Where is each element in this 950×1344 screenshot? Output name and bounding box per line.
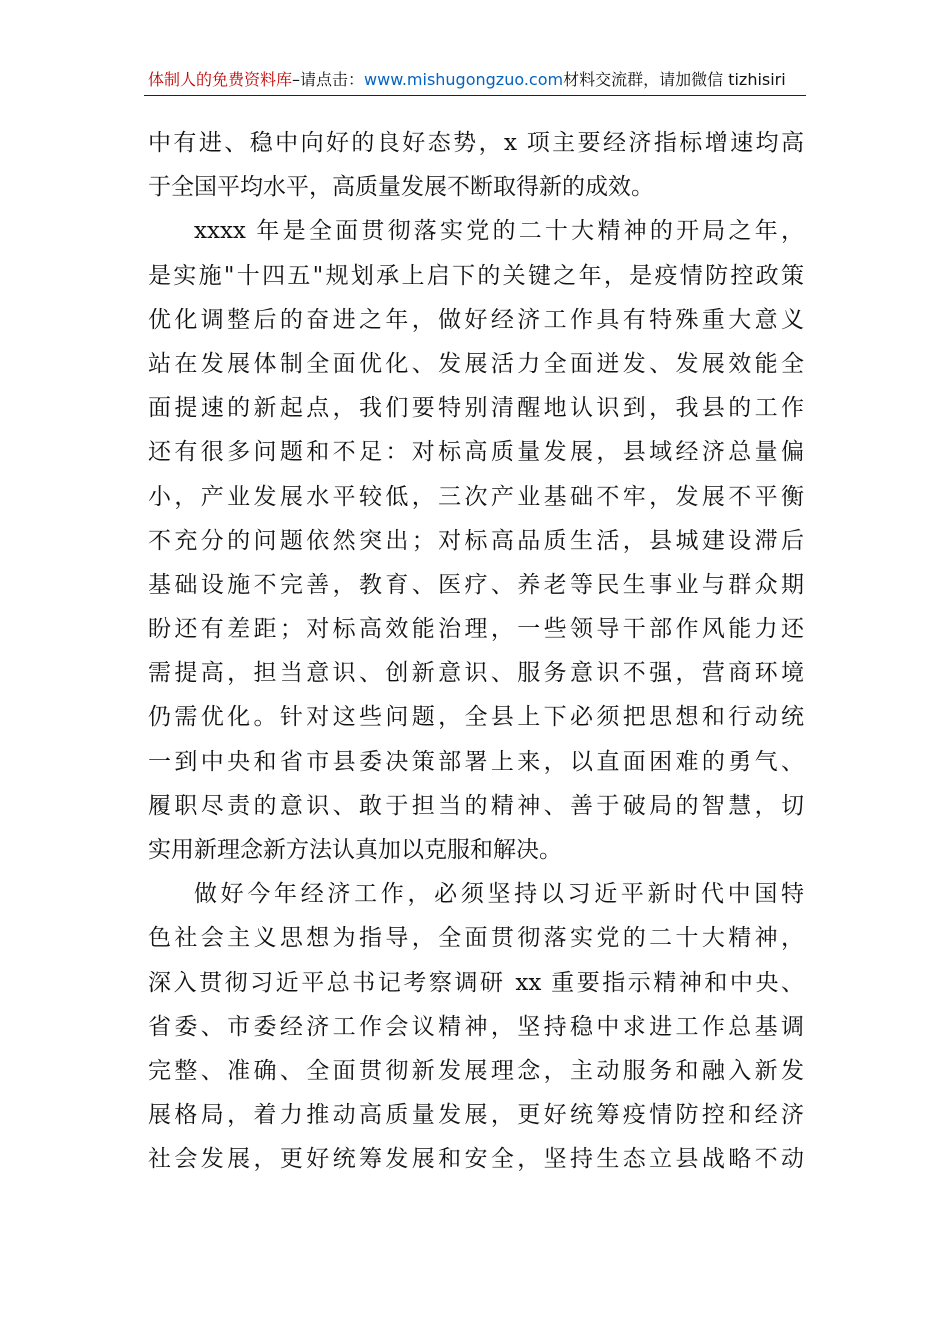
text-line: 深入贯彻习近平总书记考察调研 xx 重要指示精神和中央、	[148, 969, 804, 996]
header-prompt: –请点击：	[292, 70, 365, 89]
text-line: 中有进、稳中向好的良好态势，x 项主要经济指标增速均高	[148, 130, 804, 156]
text-line: 一到中央和省市县委决策部署上来，以直面困难的勇气、	[148, 748, 804, 775]
paragraph-start-line: 做好今年经济工作，必须坚持以习近平新时代中国特	[194, 881, 804, 908]
text-line: 仍需优化。针对这些问题，全县上下必须把思想和行动统	[148, 704, 804, 731]
text-line: 优化调整后的奋进之年，做好经济工作具有特殊重大意义	[148, 306, 804, 333]
text-line: 展格局，着力推动高质量发展，更好统筹疫情防控和经济	[148, 1102, 804, 1129]
text-line: 完整、准确、全面贯彻新发展理念，主动服务和融入新发	[148, 1057, 804, 1084]
text-line: 省委、市委经济工作会议精神，坚持稳中求进工作总基调	[148, 1013, 804, 1040]
text-line: 实用新理念新方法认真加以克服和解决。	[148, 837, 562, 863]
text-line: 是实施"十四五"规划承上启下的关键之年，是疫情防控政策	[148, 262, 804, 289]
text-line: 站在发展体制全面优化、发展活力全面迸发、发展效能全	[148, 350, 804, 377]
text-line: 盼还有差距；对标高效能治理，一些领导干部作风能力还	[148, 616, 804, 643]
text-line: 社会发展，更好统筹发展和安全，坚持生态立县战略不动	[148, 1146, 804, 1173]
library-name: 体制人的免费资料库	[148, 70, 293, 89]
header-divider	[144, 95, 806, 96]
text-line: 小，产业发展水平较低，三次产业基础不牢，发展不平衡	[148, 483, 804, 510]
text-line: 还有很多问题和不足：对标高质量发展，县域经济总量偏	[148, 439, 804, 466]
text-line: 基础设施不完善，教育、医疗、养老等民生事业与群众期	[148, 571, 804, 598]
header-suffix: 材料交流群，请加微信 tizhisiri	[563, 70, 786, 89]
text-line: 履职尽责的意识、敢于担当的精神、善于破局的智慧，切	[148, 792, 804, 819]
paragraph-start-line: xxxx 年是全面贯彻落实党的二十大精神的开局之年，	[194, 218, 804, 245]
text-line: 不充分的问题依然突出；对标高品质生活，县城建设滞后	[148, 527, 804, 554]
text-line: 色社会主义思想为指导，全面贯彻落实党的二十大精神，	[148, 925, 804, 952]
document-body	[148, 121, 804, 1182]
page-header	[148, 66, 808, 96]
text-line: 面提速的新起点，我们要特别清醒地认识到，我县的工作	[148, 395, 804, 422]
website-link[interactable]: www.mishugongzuo.com	[364, 70, 564, 89]
text-line: 于全国平均水平，高质量发展不断取得新的成效。	[148, 174, 654, 201]
text-line: 需提高，担当意识、创新意识、服务意识不强，营商环境	[148, 660, 804, 687]
